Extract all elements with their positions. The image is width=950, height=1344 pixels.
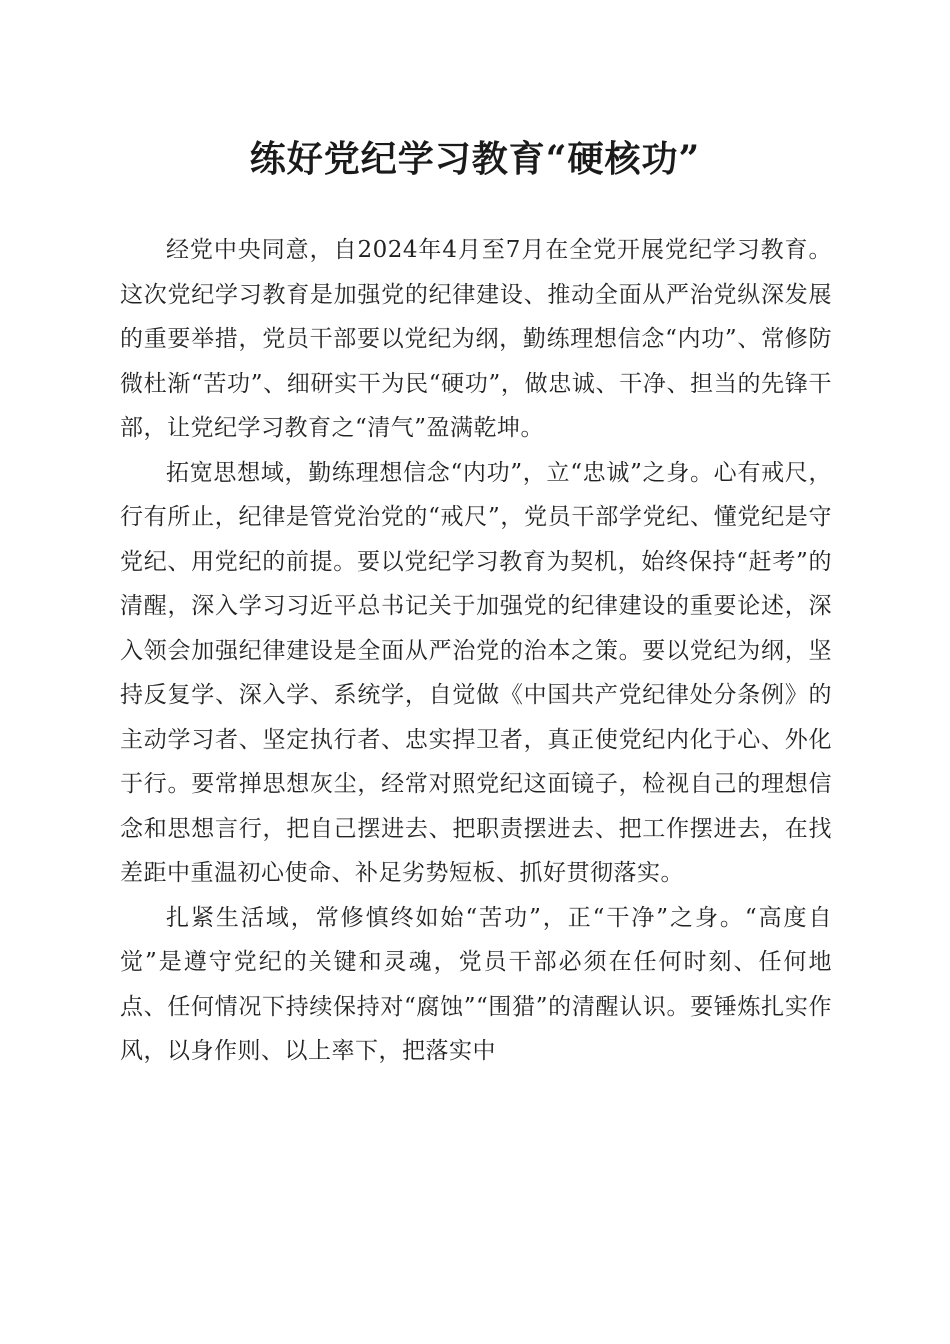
paragraph-intro: 经党中央同意，自2024年4月至7月在全党开展党纪学习教育。这次党纪学习教育是加强党的纪律建设、推动全面从严治党纵深发展的重要举措，党员干部要以党纪为纲，勤练理想信念“内功”、常修防微杜渐“苦功”、细研实干为民“硬功”，做忠诚、干净、担当的先锋干部，让党纪学习教育之“清气”盈满乾坤。 bbox=[120, 237, 832, 441]
document-body bbox=[120, 228, 832, 1074]
paragraph-thought-domain: 拓宽思想域，勤练理想信念“内功”，立“忠诚”之身。心有戒尺，行有所止，纪律是管党治党的“戒尺”，党员干部学党纪、懂党纪是守党纪、用党纪的前提。要以党纪学习教育为契机，始终保持“赶考”的清醒，深入学习习近平总书记关于加强党的纪律建设的重要论述，深入领会加强纪律建设是全面从严治党的治本之策。要以党纪为纲，坚持反复学、深入学、系统学，自觉做《中国共产党纪律处分条例》的主动学习者、坚定执行者、忠实捍卫者，真正使党纪内化于心、外化于行。要常掸思想灰尘，经常对照党纪这面镜子，检视自己的理想信念和思想言行，把自己摆进去、把职责摆进去、把工作摆进去，在找差距中重温初心使命、补足劣势短板、抓好贯彻落实。 bbox=[120, 459, 832, 886]
document-title: 练好党纪学习教育“硬核功” bbox=[249, 138, 701, 180]
paragraph-life-domain: 扎紧生活域，常修慎终如始“苦功”，正“干净”之身。“高度自觉”是遵守党纪的关键和灵魂，党员干部必须在任何时刻、任何地点、任何情况下持续保持对“腐蚀”“围猎”的清醒认识。要锤炼扎实作风，以身作则、以上率下，把落实中 bbox=[120, 904, 832, 1064]
